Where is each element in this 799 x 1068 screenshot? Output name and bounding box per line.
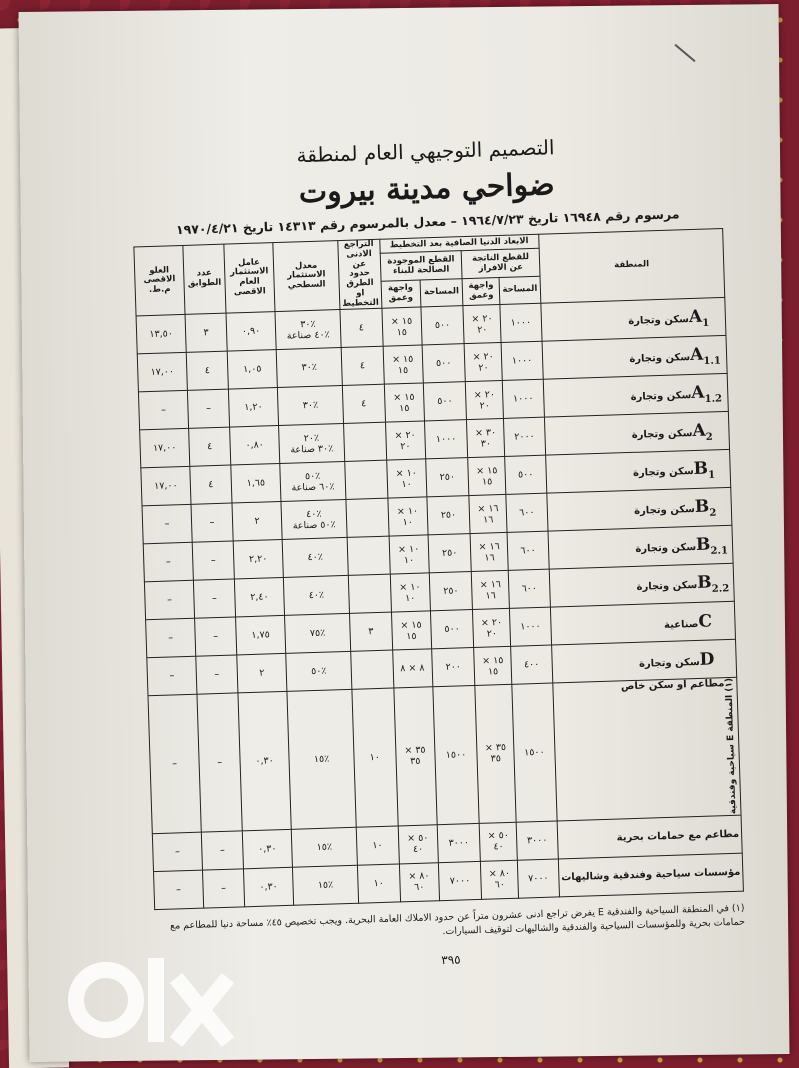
cell-ex-front: ٨٠ × ٦٠: [399, 862, 439, 901]
cell-total: ٢,٢٠: [233, 540, 283, 580]
cell-ex-front: ١٠ × ١٠: [389, 535, 429, 574]
cell-ex-area: ١٠٠٠: [424, 420, 468, 459]
cell-setback: [348, 574, 391, 613]
cell-area: ٢٠٠٠: [503, 418, 545, 457]
cell-surface: ٪١٥: [292, 865, 358, 905]
cell-area: ٣٠٠٠: [516, 821, 558, 860]
zone-use: سكن وتجارة: [638, 656, 700, 670]
zone-code: $A_{1.1}$: [689, 344, 722, 367]
cell-ex-front: ١٥ × ١٥: [391, 611, 431, 650]
cell-front: ٢٠ × ٢٠: [473, 609, 511, 648]
cell-front: ١٥ × ١٥: [468, 457, 506, 496]
cell-setback: ١٠: [356, 826, 399, 865]
cell-area: ١٠٠٠: [509, 607, 551, 646]
cell-height: ١٣,٥٠: [136, 315, 186, 355]
cell-surface: ٪٥٠: [286, 652, 352, 692]
header-dims-existing: القطع الموجودة الصالحة للبناء: [380, 251, 463, 281]
zone-cell: [553, 678, 741, 821]
zone-code: $A_2$: [692, 420, 713, 443]
cell-front: ١٦ × ١٦: [470, 533, 508, 572]
zone-cell: [541, 298, 726, 342]
zone-cell: [557, 815, 742, 859]
cell-ex-front: ٥٠ × ٤٠: [398, 824, 438, 863]
cell-total: ١,٧٥: [236, 616, 286, 656]
cell-setback: [345, 461, 388, 500]
zone-e-label: (١) المنطقة E سياحية وفندقية: [724, 678, 739, 815]
zone-use: سكن وتجارة: [629, 351, 691, 365]
cell-area: ٥٠٠: [505, 456, 547, 495]
cell-surface: ٪٧٥: [285, 614, 351, 654]
header-zone: المنطقة: [539, 228, 725, 303]
zone-code: $B_2$: [694, 496, 717, 519]
zone-use: سكن وتجارة: [632, 465, 694, 479]
zone-code: $B_{2.1}$: [695, 534, 729, 557]
zone-use: سكن وتجارة: [635, 541, 697, 555]
cell-area: ١٠٠٠: [501, 342, 543, 381]
cell-floors: ٤: [190, 465, 232, 504]
cell-ex-area: ٢٠٠: [431, 648, 475, 687]
header-dims-new: للقطع الناتجة عن الافراز: [462, 249, 540, 279]
zone-cell: [548, 526, 733, 570]
header-area: المساحة: [499, 276, 541, 305]
cell-area: ٧٠٠٠: [517, 859, 559, 898]
cell-height: –: [146, 619, 196, 659]
cell-ex-area: ٥٠٠: [421, 306, 465, 345]
cell-total: ٢: [237, 654, 287, 694]
cell-front: ١٦ × ١٦: [472, 571, 510, 610]
cell-total: ٠,٣٠: [242, 829, 292, 869]
page-number: ٣٩٥: [441, 952, 461, 968]
cell-surface: ٪١٥: [291, 827, 357, 867]
cell-height: –: [138, 391, 188, 431]
cell-ex-front: ١٠ × ١٠: [386, 459, 426, 498]
cell-total: ٢,٤٠: [234, 578, 284, 618]
zone-use: مؤسسات سياحية وفندقية وشاليهات: [561, 866, 741, 883]
cell-front: ٢٠ × ٢٠: [466, 381, 504, 420]
cell-total: ٢: [232, 502, 282, 542]
zone-code: D: [699, 649, 715, 670]
table-row: [148, 678, 741, 834]
cell-front: ٨٠ × ٦٠: [481, 860, 519, 899]
zone-use: مطاعم او سكن خاص: [620, 678, 725, 693]
cell-front: ٥٠ × ٤٠: [480, 822, 518, 861]
cell-surface: ٪٢٠ ٪٣٠ صناعة: [279, 424, 345, 464]
cell-height: ١٧,٠٠: [137, 353, 187, 393]
cell-floors: –: [202, 868, 244, 907]
cell-ex-area: ٢٥٠: [428, 534, 472, 573]
cell-height: –: [147, 657, 197, 697]
zone-cell: [547, 488, 732, 532]
cell-setback: [347, 536, 390, 575]
cell-setback: ٤: [341, 347, 384, 386]
cell-front: ٢٠ × ٢٠: [463, 305, 501, 344]
cell-front: ١٦ × ١٦: [469, 495, 507, 534]
cell-floors: ٣: [185, 313, 227, 352]
cell-floors: –: [197, 693, 242, 831]
zone-cell: [558, 853, 743, 897]
cell-surface: ٪٥٠ ٪٦٠ صناعة: [280, 462, 346, 502]
cell-height: –: [144, 581, 194, 621]
cell-height: –: [154, 870, 204, 910]
zone-cell: [542, 336, 727, 380]
zone-use: سكن وتجارة: [636, 579, 698, 593]
zone-cell: [543, 374, 728, 418]
decree-line: مرسوم رقم ١٦٩٤٨ تاريخ ١٩٦٤/٧/٢٣ – معدل بالمرسوم رقم ١٤٣١٣ تاريخ ١٩٧٠/٤/٢١: [175, 206, 680, 238]
cell-front: ٣٠ × ٣٠: [467, 419, 505, 458]
cell-floors: ٤: [186, 351, 228, 390]
cell-area: ٦٠٠: [507, 531, 549, 570]
zone-use: صناعية: [663, 618, 699, 631]
cell-surface: ٪٤٠ ٪٥٠ صناعة: [281, 500, 347, 540]
cell-floors: –: [195, 617, 237, 656]
header-ex-frontage: واجهة وعمق: [381, 280, 421, 309]
cell-surface: ٪٣٠: [277, 386, 343, 426]
header-floors: عدد الطوابق: [183, 244, 226, 315]
cell-setback: ١٠: [357, 864, 400, 903]
cell-ex-front: ١٥ × ١٥: [382, 307, 422, 346]
cell-ex-area: ١٥٠٠: [433, 686, 480, 825]
cell-surface: ٪٤٠: [282, 538, 348, 578]
cell-surface: ٪٤٠: [283, 576, 349, 616]
cell-ex-front: ١٠ × ١٠: [387, 497, 427, 536]
cell-area: ١٥٠٠: [512, 683, 557, 821]
cell-floors: –: [201, 830, 243, 869]
cell-setback: [344, 423, 387, 462]
cell-ex-area: ٥٠٠: [423, 382, 467, 421]
zoning-table: [133, 228, 744, 910]
cell-total: ١,٢٠: [228, 388, 278, 428]
zone-cell: [546, 450, 731, 494]
cell-floors: –: [187, 389, 229, 428]
cell-setback: [346, 498, 389, 537]
cell-surface: ٪٣٠ ٪٤٠ صناعة: [275, 310, 341, 350]
zone-code: $B_{2.2}$: [696, 572, 730, 595]
header-frontage: واجهة وعمق: [462, 277, 500, 306]
header-surface-coef: معدل الاستثمار السطحي: [273, 241, 340, 312]
cell-height: –: [152, 832, 202, 872]
zone-code: $A_1$: [688, 306, 710, 329]
cell-ex-area: ٢٥٠: [425, 458, 469, 497]
cell-ex-front: ١٠ × ١٠: [390, 573, 430, 612]
zone-code: $A_{1.2}$: [690, 382, 723, 405]
zone-use: سكن وتجارة: [628, 313, 690, 327]
cell-height: –: [143, 543, 193, 583]
zone-use: سكن وتجارة: [631, 427, 693, 441]
header-total-coef: عامل الاستثمار العام الاقصى: [224, 243, 275, 314]
cell-front: ٢٠ × ٢٠: [464, 343, 502, 382]
cell-front: ٣٥ × ٣٥: [475, 685, 516, 823]
document-content: [130, 130, 746, 976]
cell-area: ١٠٠٠: [500, 304, 542, 343]
cell-area: ٦٠٠: [508, 569, 550, 608]
cell-floors: –: [196, 655, 238, 694]
cell-front: ١٥ × ١٥: [474, 647, 512, 686]
footnote: (١) في المنطقة السياحية والفندقية E يفرض تراجع ادنى عشرون متراً عن حدود الاملاك العامة البحرية. ويجب تخصيص ٤٥٪ مساحة دنيا للمطاعم مع حمامات بحرية وللمؤسسات السياحية والفندقية والشاليهات لتوقيف السيارات.: [169, 902, 746, 937]
cell-ex-front: ٨ × ٨: [392, 649, 432, 688]
cell-setback: ٣: [350, 612, 393, 651]
header-height: العلو الاقصى م.ط.: [134, 245, 185, 316]
cell-ex-front: ١٥ × ١٥: [384, 383, 424, 422]
cell-surface: ٪١٥: [287, 690, 356, 829]
cell-floors: –: [191, 503, 233, 542]
cell-ex-area: ٧٠٠٠: [438, 861, 482, 900]
cell-area: ٤٠٠: [511, 645, 553, 684]
zone-cell: [550, 602, 735, 646]
zone-code: C: [698, 611, 713, 632]
cell-total: ٠,٣٠: [238, 692, 291, 831]
cell-setback: ٤: [342, 385, 385, 424]
cell-height: ١٧,٠٠: [141, 467, 191, 507]
cell-floors: –: [193, 579, 235, 618]
cell-height: –: [142, 505, 192, 545]
zone-use: سكن وتجارة: [630, 389, 692, 403]
zone-cell: [544, 412, 729, 456]
cell-total: ٠,٨٠: [230, 426, 280, 466]
cell-total: ٠,٩٠: [226, 312, 276, 352]
header-setback: التراجع الادنى عن حدود الطرق او التخطيط: [338, 239, 382, 310]
cell-setback: ٤: [340, 309, 383, 348]
zone-use: سكن وتجارة: [634, 503, 696, 517]
cell-floors: –: [192, 541, 234, 580]
header-ex-area: المساحة: [420, 279, 463, 308]
cell-floors: ٤: [189, 427, 231, 466]
cell-ex-front: ٢٠ × ٢٠: [385, 421, 425, 460]
cell-ex-area: ٢٥٠: [429, 572, 473, 611]
cell-ex-area: ٥٠٠: [430, 610, 474, 649]
cell-setback: [351, 650, 394, 689]
cell-height: ١٧,٠٠: [140, 429, 190, 469]
cell-area: ٦٠٠: [506, 493, 548, 532]
zone-use: مطاعم مع حمامات بحرية: [616, 828, 740, 844]
cell-ex-area: ٥٠٠: [422, 344, 466, 383]
cell-ex-front: ٣٥ × ٣٥: [393, 687, 436, 825]
cell-total: ٠,٣٠: [243, 867, 293, 907]
cell-total: ١,٠٥: [227, 350, 277, 390]
header-dims: الابعاد الدنيا الصافية بعد التخطيط: [379, 234, 539, 253]
cell-height: –: [148, 695, 201, 834]
cell-ex-front: ١٥ × ١٥: [383, 345, 423, 384]
cell-setback: ١٠: [352, 688, 398, 826]
title-line-2: ضواحي مدينة بيروت: [298, 167, 556, 211]
cell-total: ١,٦٥: [231, 464, 281, 504]
cell-ex-area: ٢٥٠: [427, 496, 471, 535]
cell-surface: ٪٣٠: [276, 348, 342, 388]
zone-cell: [551, 640, 736, 684]
zone-code: $B_1$: [693, 458, 716, 481]
cell-area: ١٠٠٠: [502, 380, 544, 419]
title-line-1: التصميم التوجيهي العام لمنطقة: [296, 135, 555, 168]
cell-ex-area: ٣٠٠٠: [437, 823, 481, 862]
olx-watermark-logo: [68, 950, 238, 1050]
zone-cell: [549, 564, 734, 608]
